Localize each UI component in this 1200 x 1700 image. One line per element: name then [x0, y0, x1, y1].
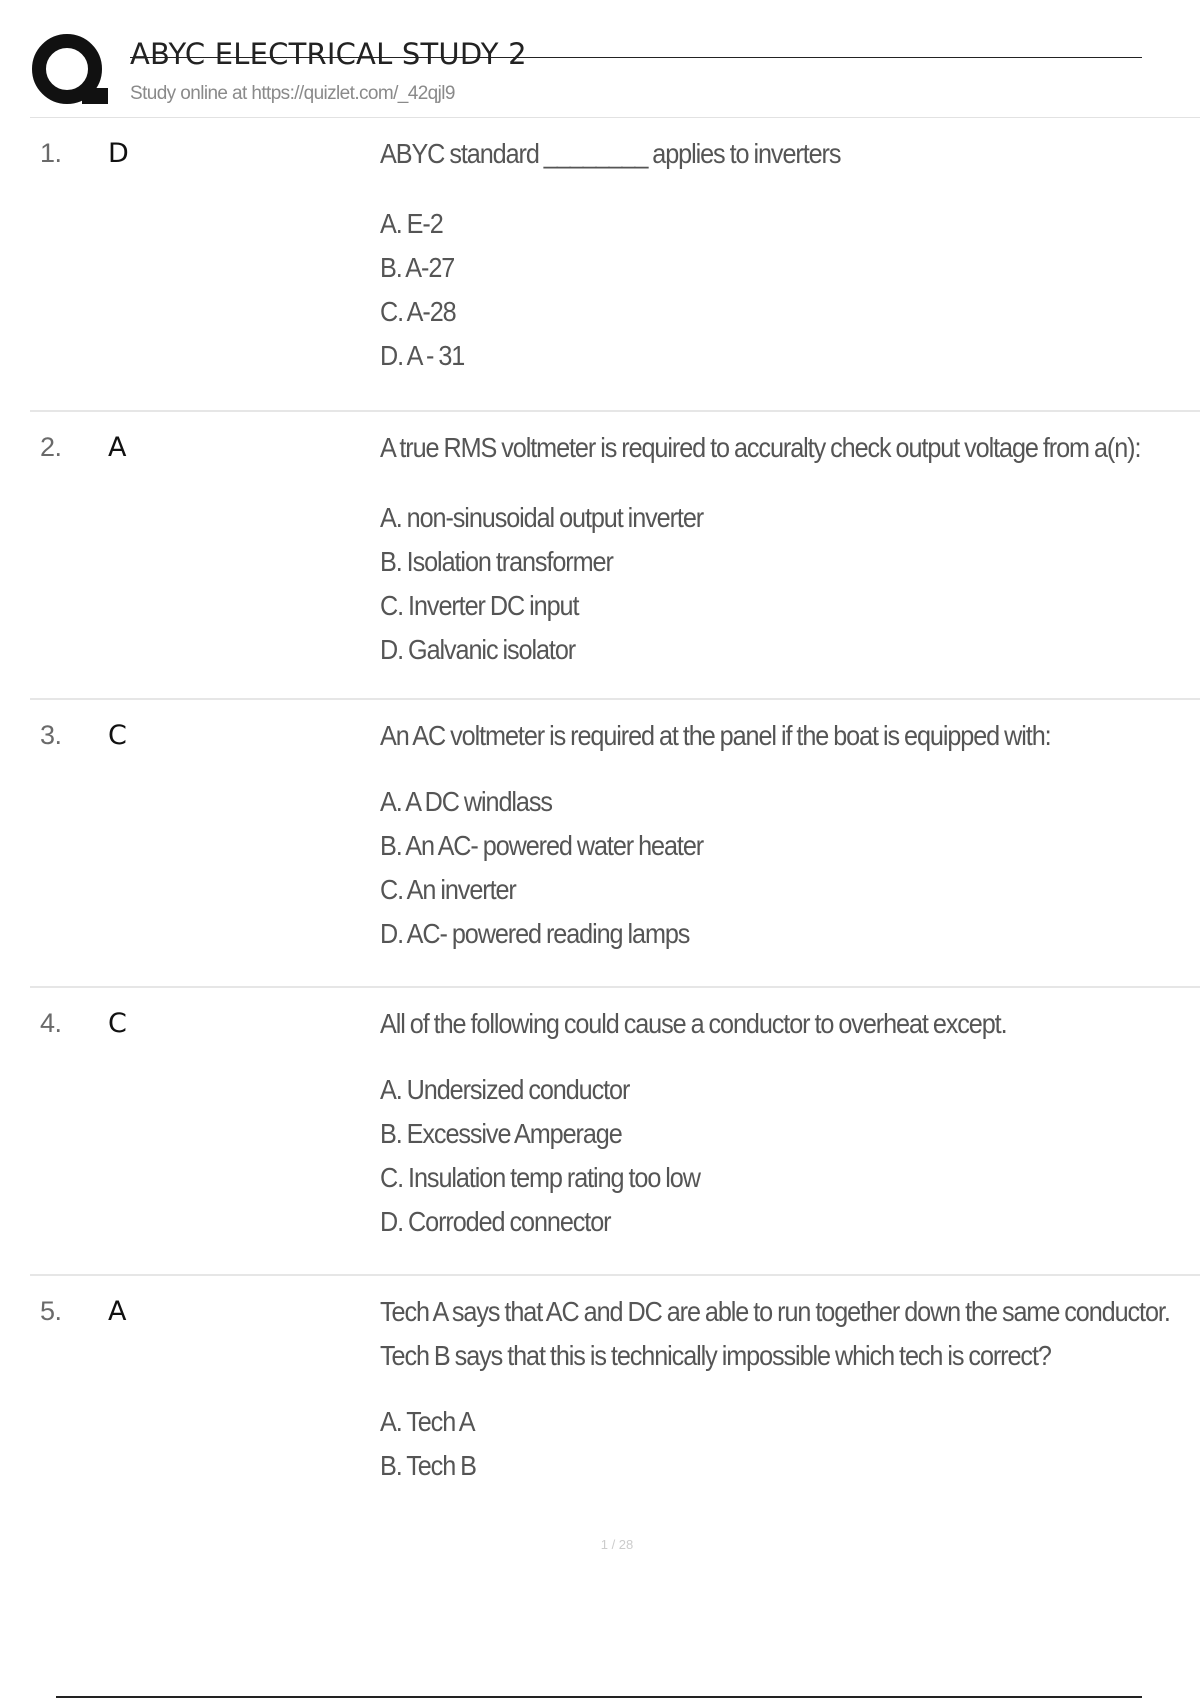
answer-option: B. Isolation transformer: [380, 546, 613, 577]
footer-rule: [56, 1696, 1142, 1698]
card-question: [380, 132, 1109, 176]
question-line: ABYC standard ________ applies to inverters: [380, 138, 841, 169]
card-number: 2.: [40, 432, 62, 462]
card-answer: C: [108, 720, 127, 751]
card-answer: A: [108, 432, 127, 463]
answer-option: D. AC- powered reading lamps: [380, 918, 690, 949]
question-line: All of the following could cause a conductor to overheat except.: [380, 1008, 1007, 1039]
answer-option: B. An AC- powered water heater: [380, 830, 704, 861]
question-line: A true RMS voltmeter is required to accuralty check output voltage from a(n):: [380, 432, 1141, 463]
card-options: [380, 780, 1109, 956]
answer-option: C. An inverter: [380, 874, 516, 905]
card-answer: D: [108, 138, 129, 169]
flashcard: [30, 1276, 1200, 1526]
card-number: 4.: [40, 1008, 62, 1038]
card-options: [380, 202, 1109, 378]
question-line: An AC voltmeter is required at the panel if the boat is equipped with:: [380, 720, 1051, 751]
card-answer: C: [108, 1008, 127, 1039]
answer-option: A. A DC windlass: [380, 786, 552, 817]
page-number: 1 / 28: [600, 1537, 634, 1552]
card-number: 5.: [40, 1296, 62, 1326]
answer-option: B. A-27: [380, 252, 455, 283]
card-question: [380, 714, 1109, 758]
answer-option: B. Tech B: [380, 1450, 476, 1481]
answer-option: C. Insulation temp rating too low: [380, 1162, 700, 1193]
card-number: 1.: [40, 138, 62, 168]
answer-option: A. Undersized conductor: [380, 1074, 630, 1105]
flashcard: [30, 118, 1200, 412]
card-options: [380, 496, 1109, 672]
card-question: [380, 1002, 1109, 1046]
answer-option: C. Inverter DC input: [380, 590, 579, 621]
document-title: ABYC ELECTRICAL STUDY 2: [130, 37, 527, 71]
answer-option: D. Galvanic isolator: [380, 634, 576, 665]
question-line: Tech B says that this is technically impossible which tech is correct?: [380, 1340, 1051, 1371]
card-question: [380, 1290, 1170, 1378]
card-options: [380, 1400, 1109, 1488]
question-line: Tech A says that AC and DC are able to run together down the same conductor.: [380, 1296, 1170, 1327]
flashcard: [30, 412, 1200, 700]
document-subtitle: Study online at https://quizlet.com/_42qjl9: [130, 83, 455, 104]
flashcard: [30, 700, 1200, 988]
card-question: [380, 426, 1141, 470]
answer-option: A. non-sinusoidal output inverter: [380, 502, 704, 533]
document-header: [0, 0, 1200, 118]
card-answer: A: [108, 1296, 127, 1327]
answer-option: A. E-2: [380, 208, 443, 239]
answer-option: C. A-28: [380, 296, 456, 327]
flashcard: [30, 988, 1200, 1276]
answer-option: A. Tech A: [380, 1406, 475, 1437]
answer-option: D. A - 31: [380, 340, 465, 371]
answer-option: B. Excessive Amperage: [380, 1118, 622, 1149]
answer-option: D. Corroded connector: [380, 1206, 611, 1237]
card-options: [380, 1068, 1109, 1244]
quizlet-logo-icon: [30, 30, 112, 112]
card-number: 3.: [40, 720, 62, 750]
